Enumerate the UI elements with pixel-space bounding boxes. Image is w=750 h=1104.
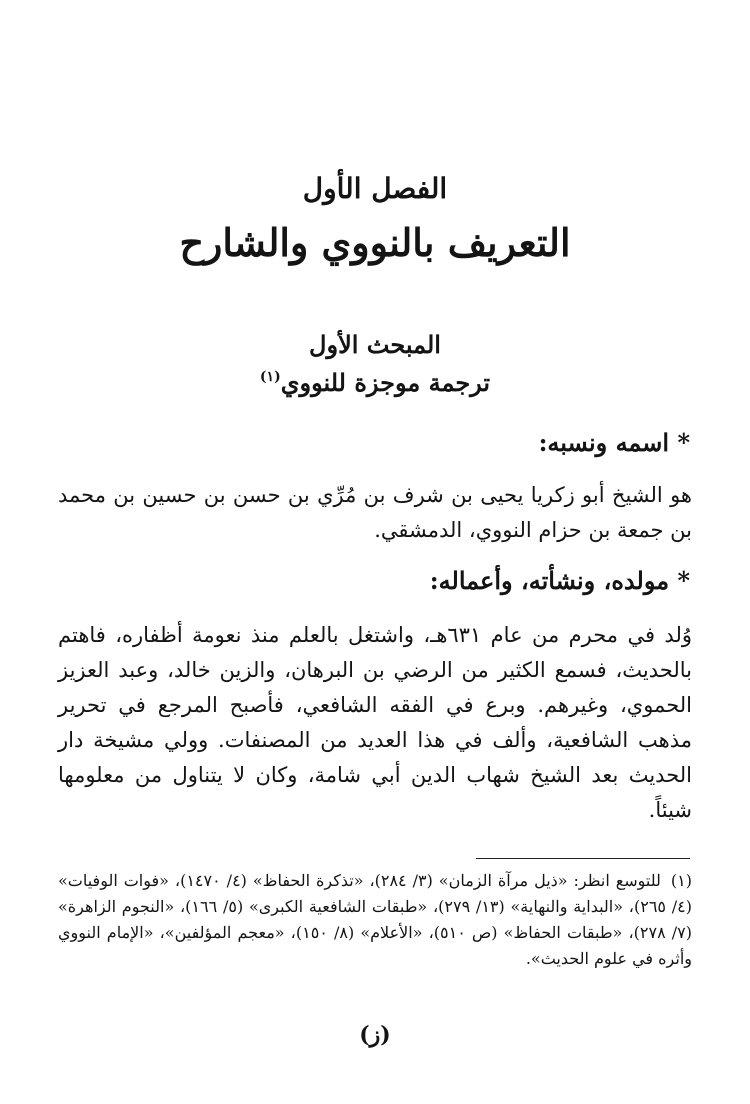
footnote-divider — [476, 858, 690, 859]
section-subtitle — [0, 368, 750, 397]
section-title: المبحث الأول — [309, 330, 441, 359]
page-number: (ز) — [359, 1022, 391, 1048]
name-lineage-heading: * اسمه ونسبه: — [538, 428, 690, 457]
chapter-title: التعريف بالنووي والشارح — [179, 220, 571, 265]
chapter-label: الفصل الأول — [302, 172, 448, 205]
footnote-text: للتوسع انظر: «ذيل مرآة الزمان» (٣/ ٢٨٤)، «تذكرة الحفاظ» (٤/ ١٤٧٠)، «فوات الوفيات» (٤/ ٢٦٥)، «البداية والنهاية» (١٣/ ٢٧٩)، «طبقات الشافعية الكبرى» (٥/ ١٦٦)، «النجوم الزاهرة» (٧/ ٢٧٨)، «طبقات الحفاظ» (ص ٥١٠)، «الأعلام» (٨/ ١٥٠)، «معجم المؤلفين»، «الإمام النووي وأثره في علوم الحديث». — [58, 871, 693, 968]
name-lineage-paragraph: هو الشيخ أبو زكريا يحيى بن شرف بن مُرِّي بن حسن بن حسين بن محمد بن جمعة بن حزام النووي، الدمشقي. — [58, 483, 692, 542]
footnote-reference[interactable]: (١) — [259, 369, 281, 385]
birth-upbringing-heading: * مولده، ونشأته، وأعماله: — [429, 566, 690, 595]
birth-upbringing-paragraph: وُلد في محرم من عام ٦٣١هـ، واشتغل بالعلم منذ نعومة أظفاره، فاهتم بالحديث، فسمع الكثير من الرضي بن البرهان، والزين خالد، وعبد العزيز الحموي، وغيرهم. وبرع في الفقه الشافعي، فأصبح المرجع في تحرير مذهب الشافعية، وألف في هذا العديد من المصنفات. وولي مشيخة دار الحديث بعد الشيخ شهاب الدين أبي شامة، وكان لا يتناول من معلومها شيئاً. — [58, 623, 692, 822]
footnote — [58, 868, 692, 972]
section-subtitle-text: ترجمة موجزة للنووي — [280, 368, 491, 397]
footnote-number: (١) — [670, 871, 693, 890]
